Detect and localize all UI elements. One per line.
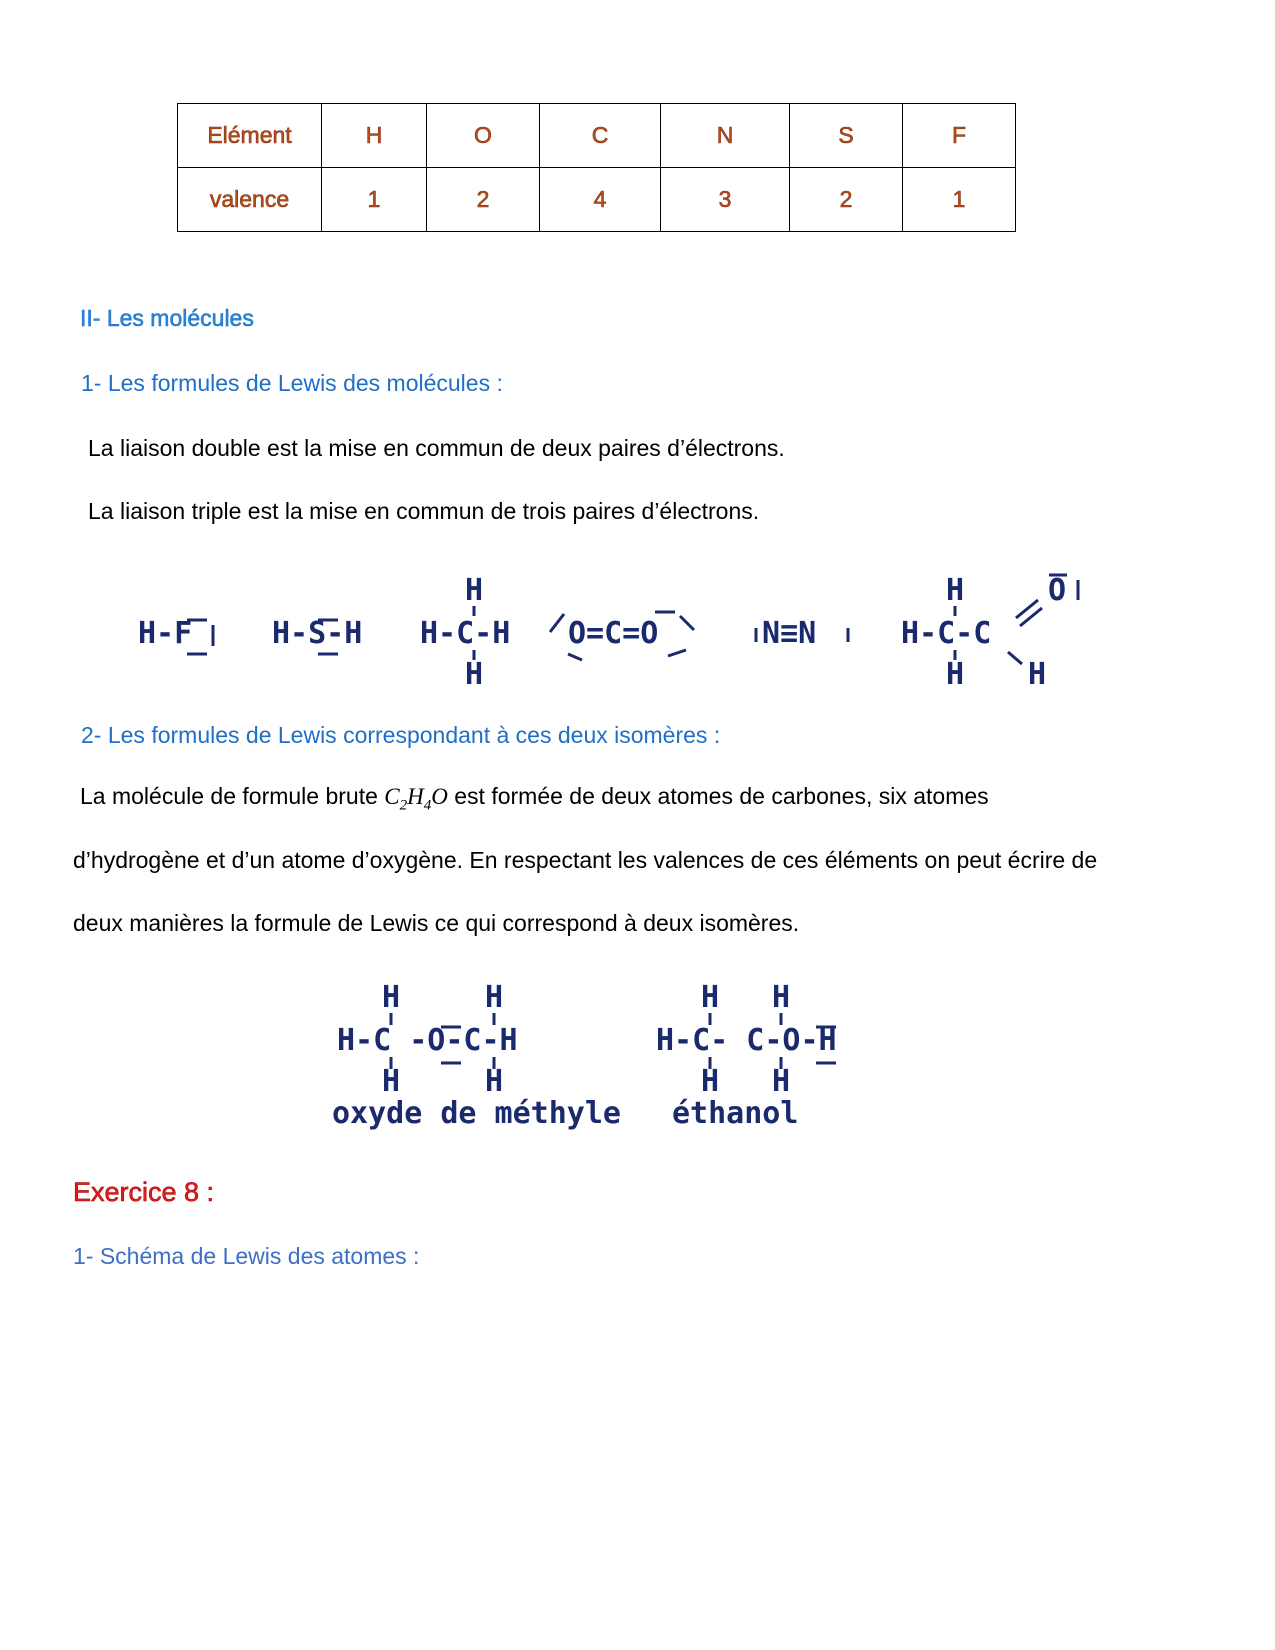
caption-dimethyl-ether: oxyde de méthyle bbox=[332, 1096, 621, 1131]
table-cell: 3 bbox=[661, 168, 790, 232]
formula-symbol: O bbox=[431, 784, 448, 809]
subsection-title: 1- Schéma de Lewis des atomes : bbox=[73, 1243, 420, 1269]
svg-text:H-C- C-O-H: H-C- C-O-H bbox=[656, 1023, 837, 1058]
svg-text:H-S-H: H-S-H bbox=[272, 616, 363, 651]
table-cell: O bbox=[427, 104, 540, 168]
svg-text:H: H bbox=[701, 980, 720, 1015]
table-cell: C bbox=[540, 104, 661, 168]
exercise-title: Exercice 8 : bbox=[73, 1177, 215, 1207]
svg-text:H: H bbox=[382, 1064, 401, 1099]
table-cell: H bbox=[322, 104, 427, 168]
svg-text:N≡N: N≡N bbox=[762, 616, 817, 651]
molecule-h2s bbox=[272, 616, 362, 654]
table-cell: 2 bbox=[790, 168, 903, 232]
formula-subscript: 4 bbox=[423, 797, 432, 814]
svg-text:H: H bbox=[946, 657, 965, 692]
paragraph-text: La molécule de formule brute bbox=[80, 783, 378, 809]
subsection-title: 1- Les formules de Lewis des molécules : bbox=[81, 370, 503, 396]
svg-text:H: H bbox=[465, 657, 484, 692]
svg-text:H-C -O-C-H: H-C -O-C-H bbox=[337, 1023, 518, 1058]
table-cell: 1 bbox=[322, 168, 427, 232]
table-row bbox=[178, 168, 1016, 232]
molecule-ethanal bbox=[901, 573, 1078, 692]
isomers-figure bbox=[330, 975, 950, 1145]
svg-text:H-C-C: H-C-C bbox=[901, 616, 992, 651]
svg-text:H: H bbox=[465, 573, 484, 608]
paragraph-line: d’hydrogène et d’un atome d’oxygène. En respectant les valences de ces éléments on peut écrire de bbox=[73, 847, 1098, 873]
table-cell: N bbox=[661, 104, 790, 168]
table-cell: 2 bbox=[427, 168, 540, 232]
svg-text:O: O bbox=[1048, 573, 1067, 608]
paragraph-line bbox=[80, 783, 989, 815]
formula bbox=[384, 784, 448, 814]
formula-symbol: H bbox=[407, 784, 424, 809]
molecule-dimethyl-ether bbox=[337, 980, 518, 1099]
svg-text:H: H bbox=[946, 573, 965, 608]
caption-ethanol: éthanol bbox=[672, 1096, 799, 1131]
table-cell: 4 bbox=[540, 168, 661, 232]
table-header-row bbox=[178, 104, 1016, 168]
lewis-structures-figure bbox=[120, 570, 1120, 700]
paragraph-line: La liaison triple est la mise en commun de trois paires d’électrons. bbox=[88, 498, 760, 524]
table-cell: S bbox=[790, 104, 903, 168]
section-title: II- Les molécules bbox=[80, 305, 254, 331]
molecule-hf bbox=[138, 616, 213, 654]
svg-text:O=C=O: O=C=O bbox=[568, 616, 659, 651]
formula-subscript: 2 bbox=[399, 797, 408, 814]
molecule-n2 bbox=[756, 616, 848, 651]
svg-text:H: H bbox=[772, 980, 791, 1015]
molecule-co2 bbox=[550, 612, 694, 660]
svg-text:H: H bbox=[485, 980, 504, 1015]
svg-text:H: H bbox=[485, 1064, 504, 1099]
subsection-title: 2- Les formules de Lewis correspondant à ces deux isomères : bbox=[81, 722, 721, 748]
svg-text:H: H bbox=[772, 1064, 791, 1099]
valence-table bbox=[177, 103, 1016, 232]
table-cell: valence bbox=[178, 168, 322, 232]
formula-symbol: C bbox=[384, 784, 400, 809]
table-cell: 1 bbox=[903, 168, 1016, 232]
table-cell: Elément bbox=[178, 104, 322, 168]
table-cell: F bbox=[903, 104, 1016, 168]
svg-text:H-F: H-F bbox=[138, 616, 193, 651]
paragraph-line: deux manières la formule de Lewis ce qui correspond à deux isomères. bbox=[73, 910, 800, 936]
svg-text:H: H bbox=[701, 1064, 720, 1099]
svg-text:H: H bbox=[1028, 657, 1047, 692]
svg-text:H: H bbox=[382, 980, 401, 1015]
paragraph-line: La liaison double est la mise en commun de deux paires d’électrons. bbox=[88, 435, 785, 461]
paragraph-text: est formée de deux atomes de carbones, six atomes bbox=[454, 783, 989, 809]
svg-text:H-C-H: H-C-H bbox=[420, 616, 511, 651]
molecule-ethanol bbox=[656, 980, 837, 1099]
molecule-ch4 bbox=[420, 573, 510, 692]
